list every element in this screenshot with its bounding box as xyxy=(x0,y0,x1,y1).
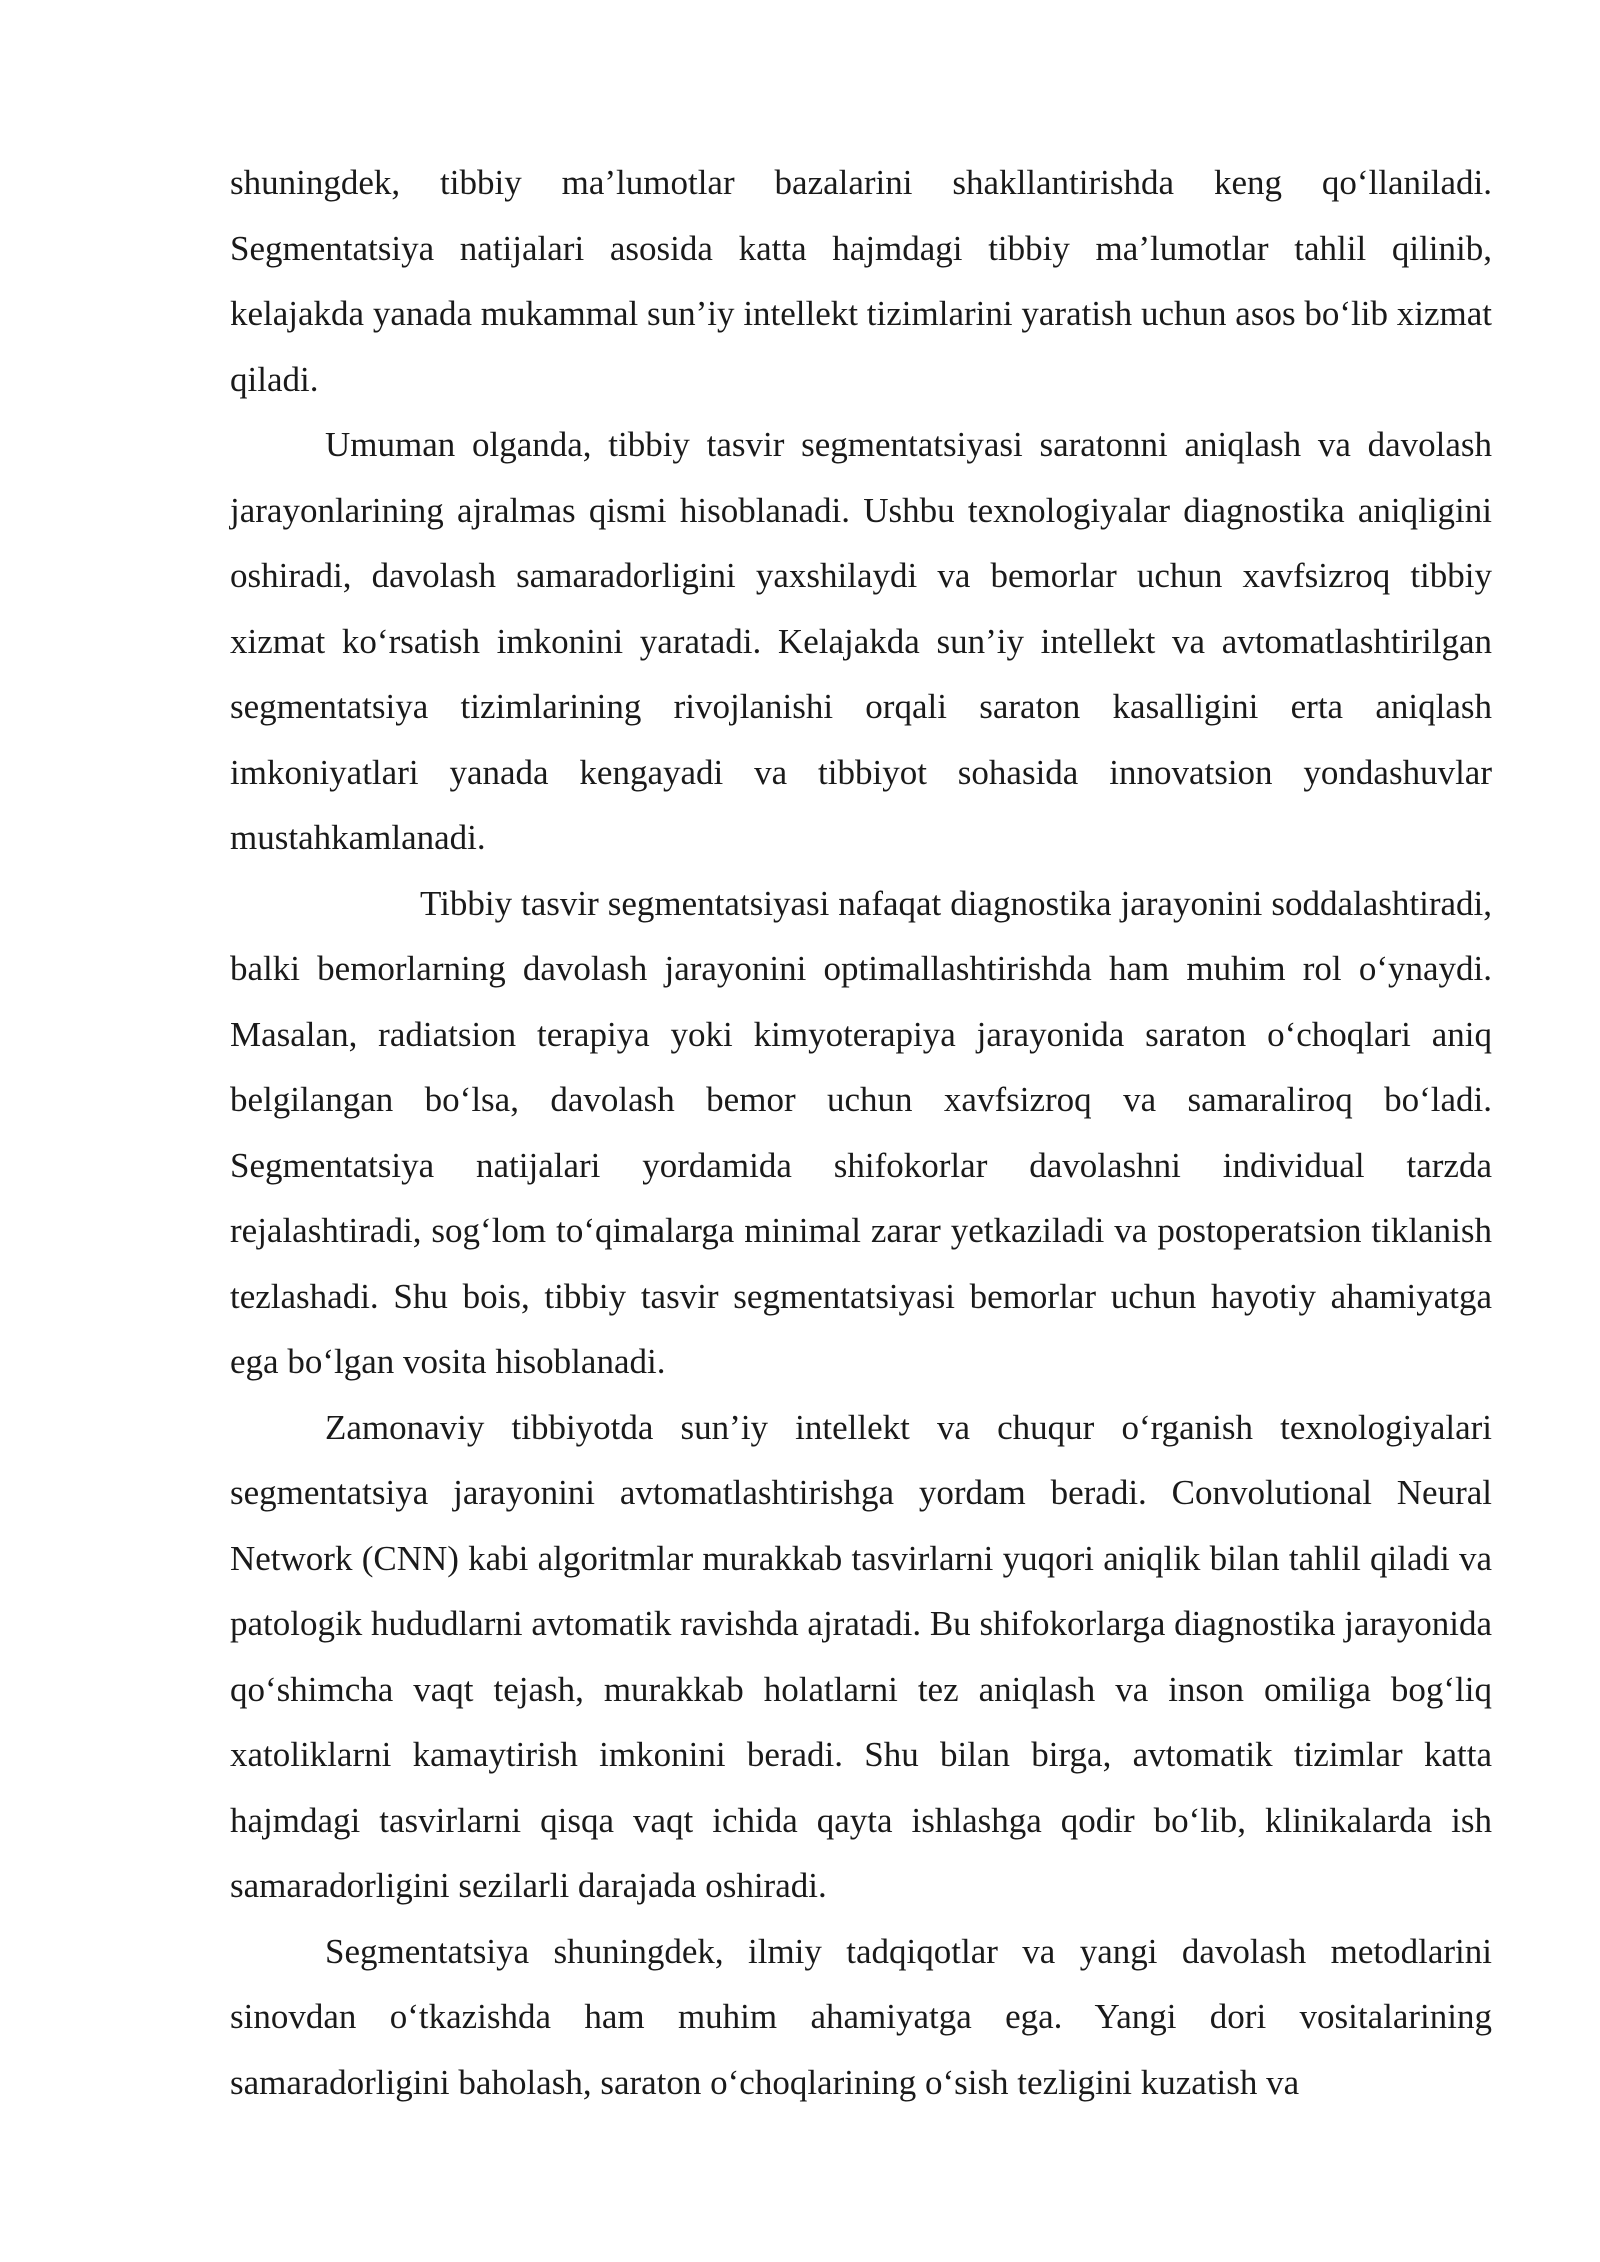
paragraph-conclusion: Umuman olganda, tibbiy tasvir segmentatsiyasi saratonni aniqlash va davolash jarayonlarining ajralmas qismi hisoblanadi. Ushbu texnologiyalar diagnostika aniqligini oshiradi, davolash samaradorligini yaxshilaydi va bemorlar uchun xavfsizroq tibbiy xizmat ko‘rsatish imkonini yaratadi. Kelajakda sun’iy intellekt va avtomatlashtirilgan segmentatsiya tizimlarining rivojlanishi orqali saraton kasalligini erta aniqlash imkoniyatlari yanada kengayadi va tibbiyot sohasida innovatsion yondashuvlar mustahkamlanadi. xyxy=(230,425,1492,857)
paragraph-treatment-optimization: Tibbiy tasvir segmentatsiyasi nafaqat diagnostika jarayonini soddalashtiradi, balki bemorlarning davolash jarayonini optimallashtirishda ham muhim rol o‘ynaydi. Masalan, radiatsion terapiya yoki kimyoterapiya jarayonida saraton o‘choqlari aniq belgilangan bo‘lsa, davolash bemor uchun xavfsizroq va samaraliroq bo‘ladi. Segmentatsiya natijalari yordamida shifokorlar davolashni individual tarzda rejalashtiradi, sog‘lom to‘qimalarga minimal zarar yetkaziladi va postoperatsion tiklanish tezlashadi. Shu bois, tibbiy tasvir segmentatsiyasi bemorlar uchun hayotiy ahamiyatga ega bo‘lgan vosita hisoblanadi. xyxy=(230,883,1492,1381)
paragraph-ai-deep-learning: Zamonaviy tibbiyotda sun’iy intellekt va chuqur o‘rganish texnologiyalari segmentatsiya jarayonini avtomatlashtirishga yordam beradi. Convolutional Neural Network (CNN) kabi algoritmlar murakkab tasvirlarni yuqori aniqlik bilan tahlil qiladi va patologik hududlarni avtomatik ravishda ajratadi. Bu shifokorlarga diagnostika jarayonida qo‘shimcha vaqt tejash, murakkab holatlarni tez aniqlash va inson omiliga bog‘liq xatoliklarni kamaytirish imkonini beradi. Shu bilan birga, avtomatik tizimlar katta hajmdagi tasvirlarni qisqa vaqt ichida qayta ishlashga qodir bo‘lib, klinikalarda ish samaradorligini sezilarli darajada oshiradi. xyxy=(230,1407,1492,1905)
paragraph-research: Segmentatsiya shuningdek, ilmiy tadqiqotlar va yangi davolash metodlarini sinovdan o‘tkazishda ham muhim ahamiyatga ega. Yangi dori vositalarining samaradorligini baholash, saraton o‘choqlarining o‘sish tezligini kuzatish va xyxy=(230,1931,1492,2102)
document-body xyxy=(230,150,1492,2115)
paragraph-continuation: shuningdek, tibbiy ma’lumotlar bazalarini shakllantirishda keng qo‘llaniladi. Segmentatsiya natijalari asosida katta hajmdagi tibbiy ma’lumotlar tahlil qilinib, kelajakda yanada mukammal sun’iy intellekt tizimlarini yaratish uchun asos bo‘lib xizmat qiladi. xyxy=(230,163,1492,399)
